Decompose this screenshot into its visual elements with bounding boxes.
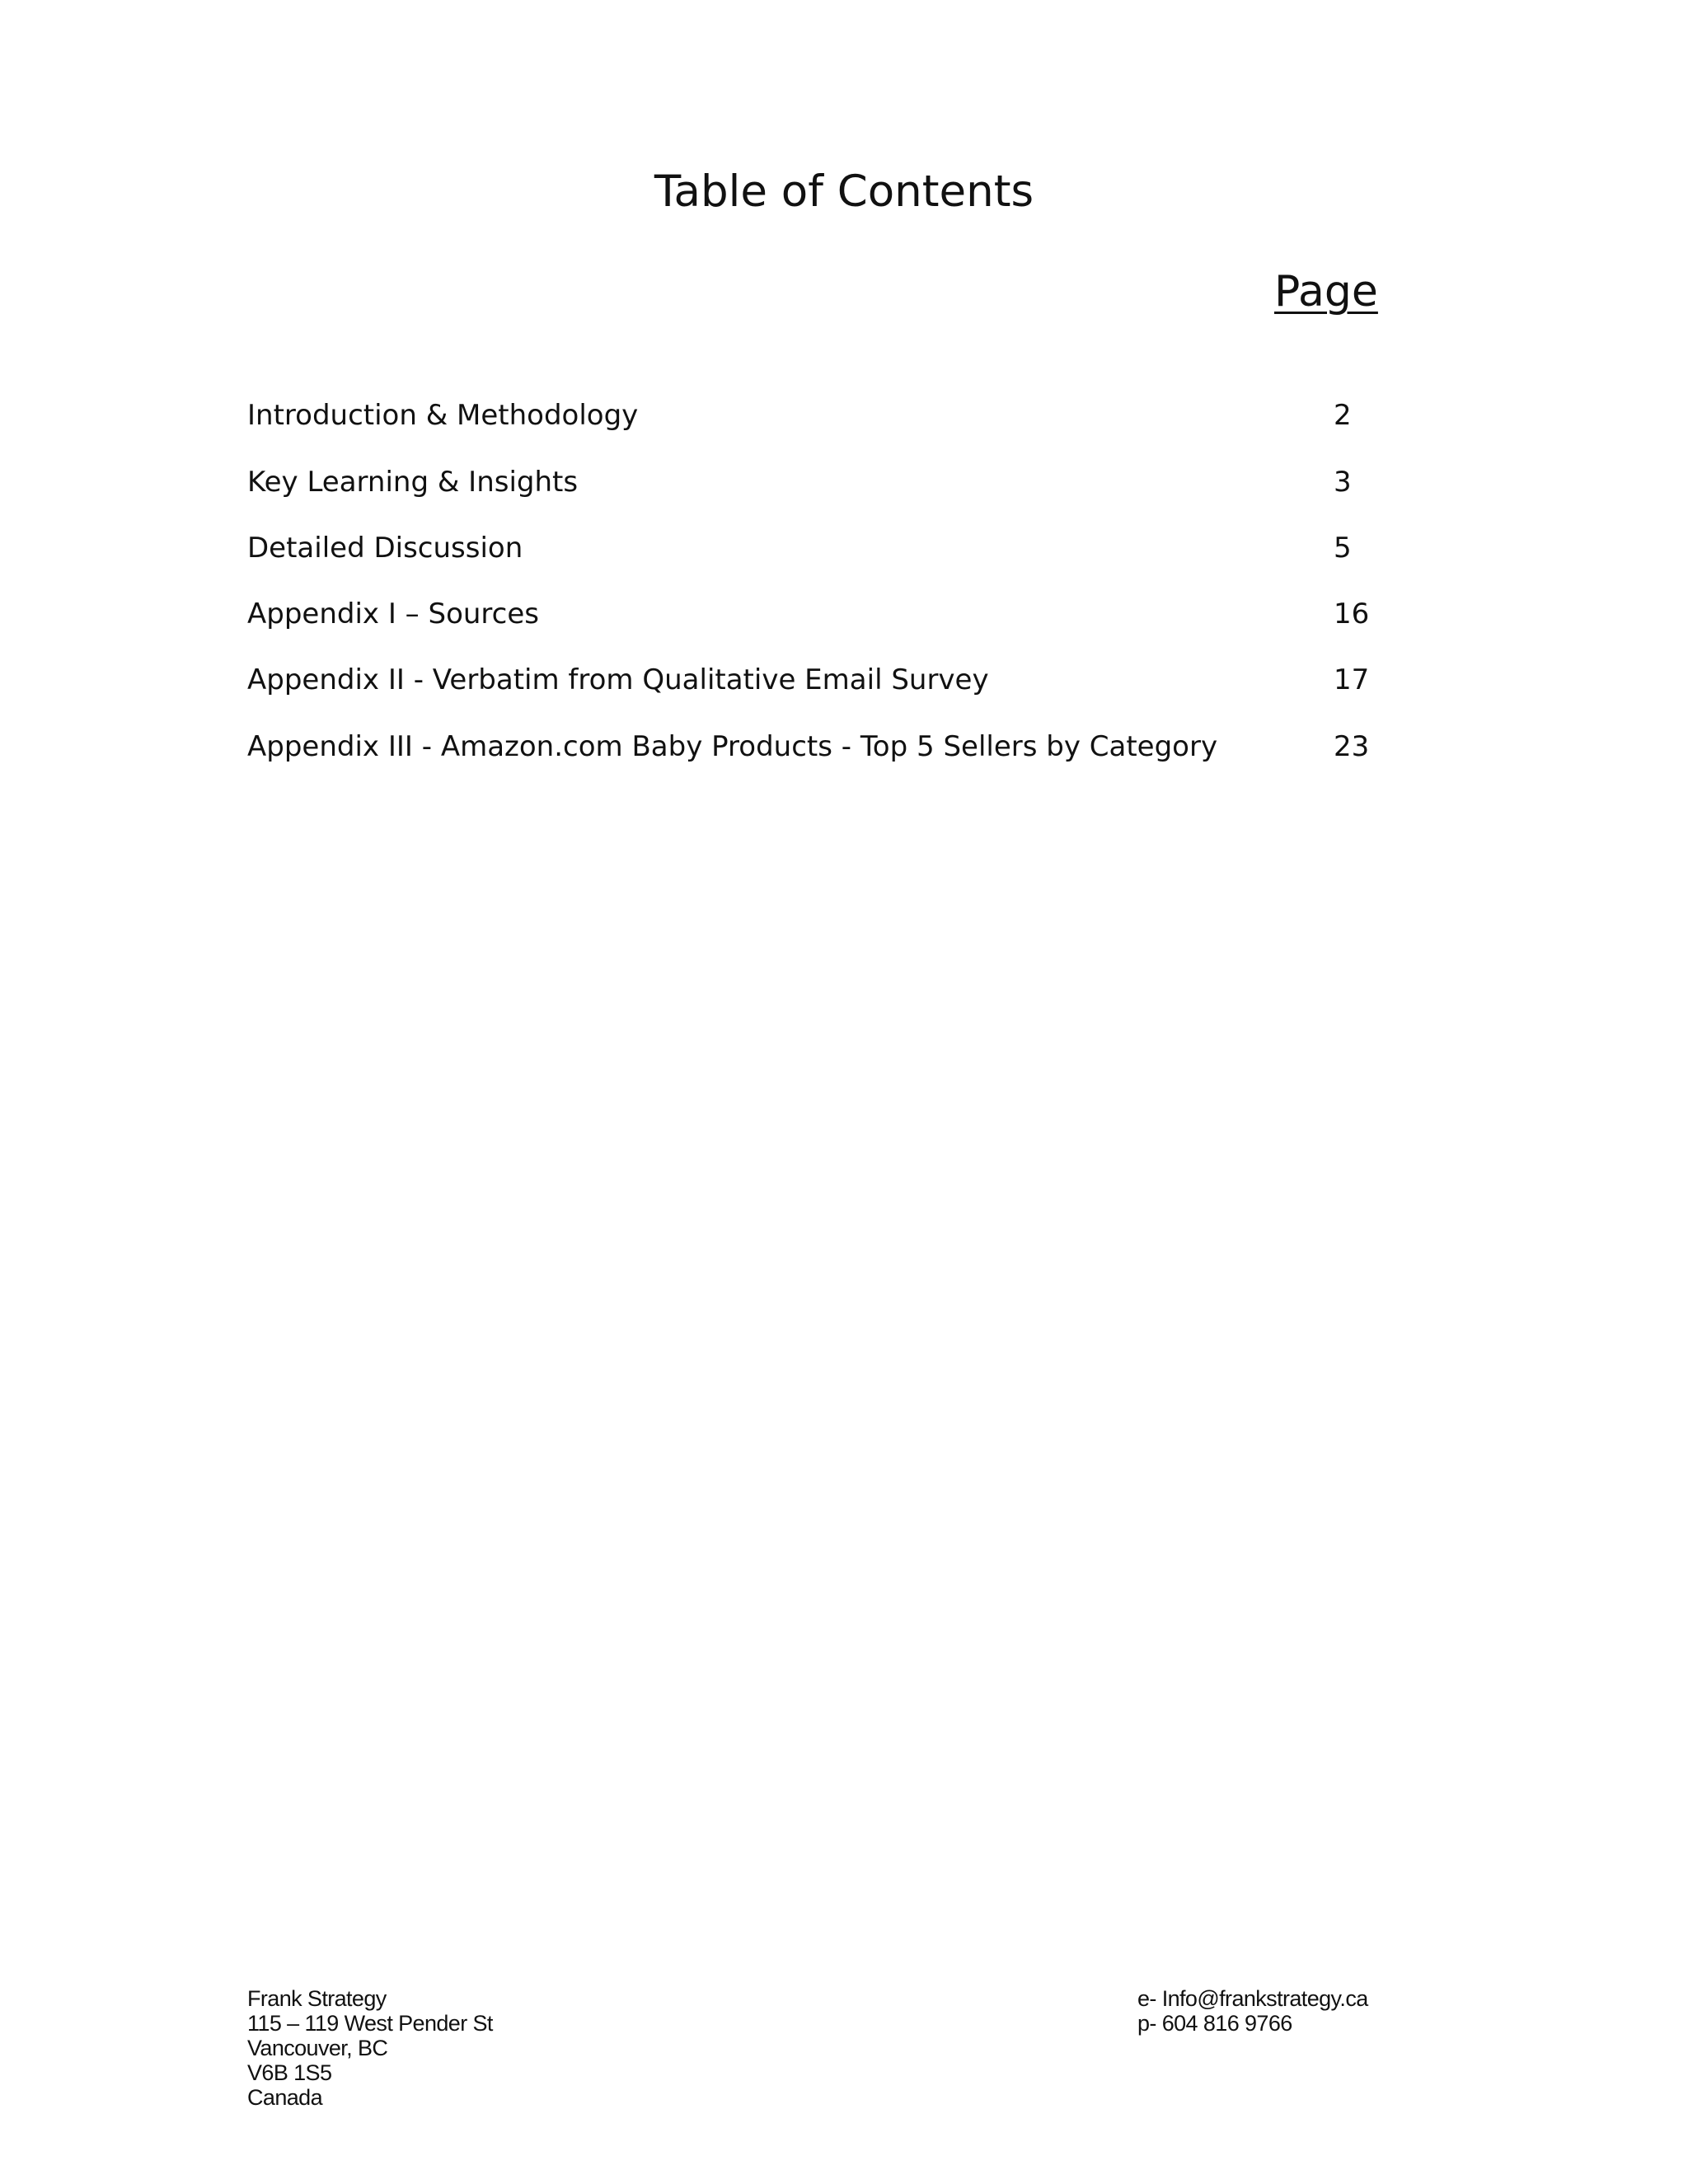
toc-entry[interactable]	[247, 459, 1401, 505]
toc-entry-page-number: 17	[1334, 663, 1370, 696]
footer-company-name: Frank Strategy	[247, 1986, 387, 2011]
toc-entry[interactable]	[247, 392, 1401, 438]
page-title: Table of Contents	[654, 166, 1034, 217]
footer-street-address: 115 – 119 West Pender St	[247, 2011, 493, 2036]
toc-entry-page-number: 5	[1334, 532, 1352, 565]
toc-entry-page-number: 3	[1334, 466, 1352, 499]
toc-entry-page-number: 2	[1334, 399, 1352, 432]
toc-entry-label: Appendix II - Verbatim from Qualitative Email Survey	[247, 663, 989, 696]
toc-entry-label: Key Learning & Insights	[247, 466, 579, 499]
footer-country: Canada	[247, 2085, 322, 2110]
toc-entry-label: Detailed Discussion	[247, 532, 523, 565]
toc-entry-label: Appendix III - Amazon.com Baby Products - Top 5 Sellers by Category	[247, 730, 1218, 763]
toc-entry[interactable]	[247, 657, 1401, 703]
footer-phone: p- 604 816 9766	[1137, 2011, 1292, 2036]
footer-city: Vancouver, BC	[247, 2036, 388, 2060]
toc-entry-label: Appendix I – Sources	[247, 598, 539, 630]
toc-entry[interactable]	[247, 591, 1401, 637]
footer-postal-code: V6B 1S5	[247, 2060, 332, 2085]
footer-email[interactable]: e- Info@frankstrategy.ca	[1137, 1986, 1368, 2011]
toc-entry-page-number: 23	[1334, 730, 1370, 763]
toc-entry-page-number: 16	[1334, 598, 1370, 630]
toc-entry-label: Introduction & Methodology	[247, 399, 639, 432]
toc-entry[interactable]	[247, 525, 1401, 571]
footer-address	[247, 1986, 824, 2110]
page-column-header: Page	[1274, 267, 1378, 316]
toc-entry[interactable]	[247, 724, 1401, 770]
footer-contact	[1137, 1986, 1632, 2036]
